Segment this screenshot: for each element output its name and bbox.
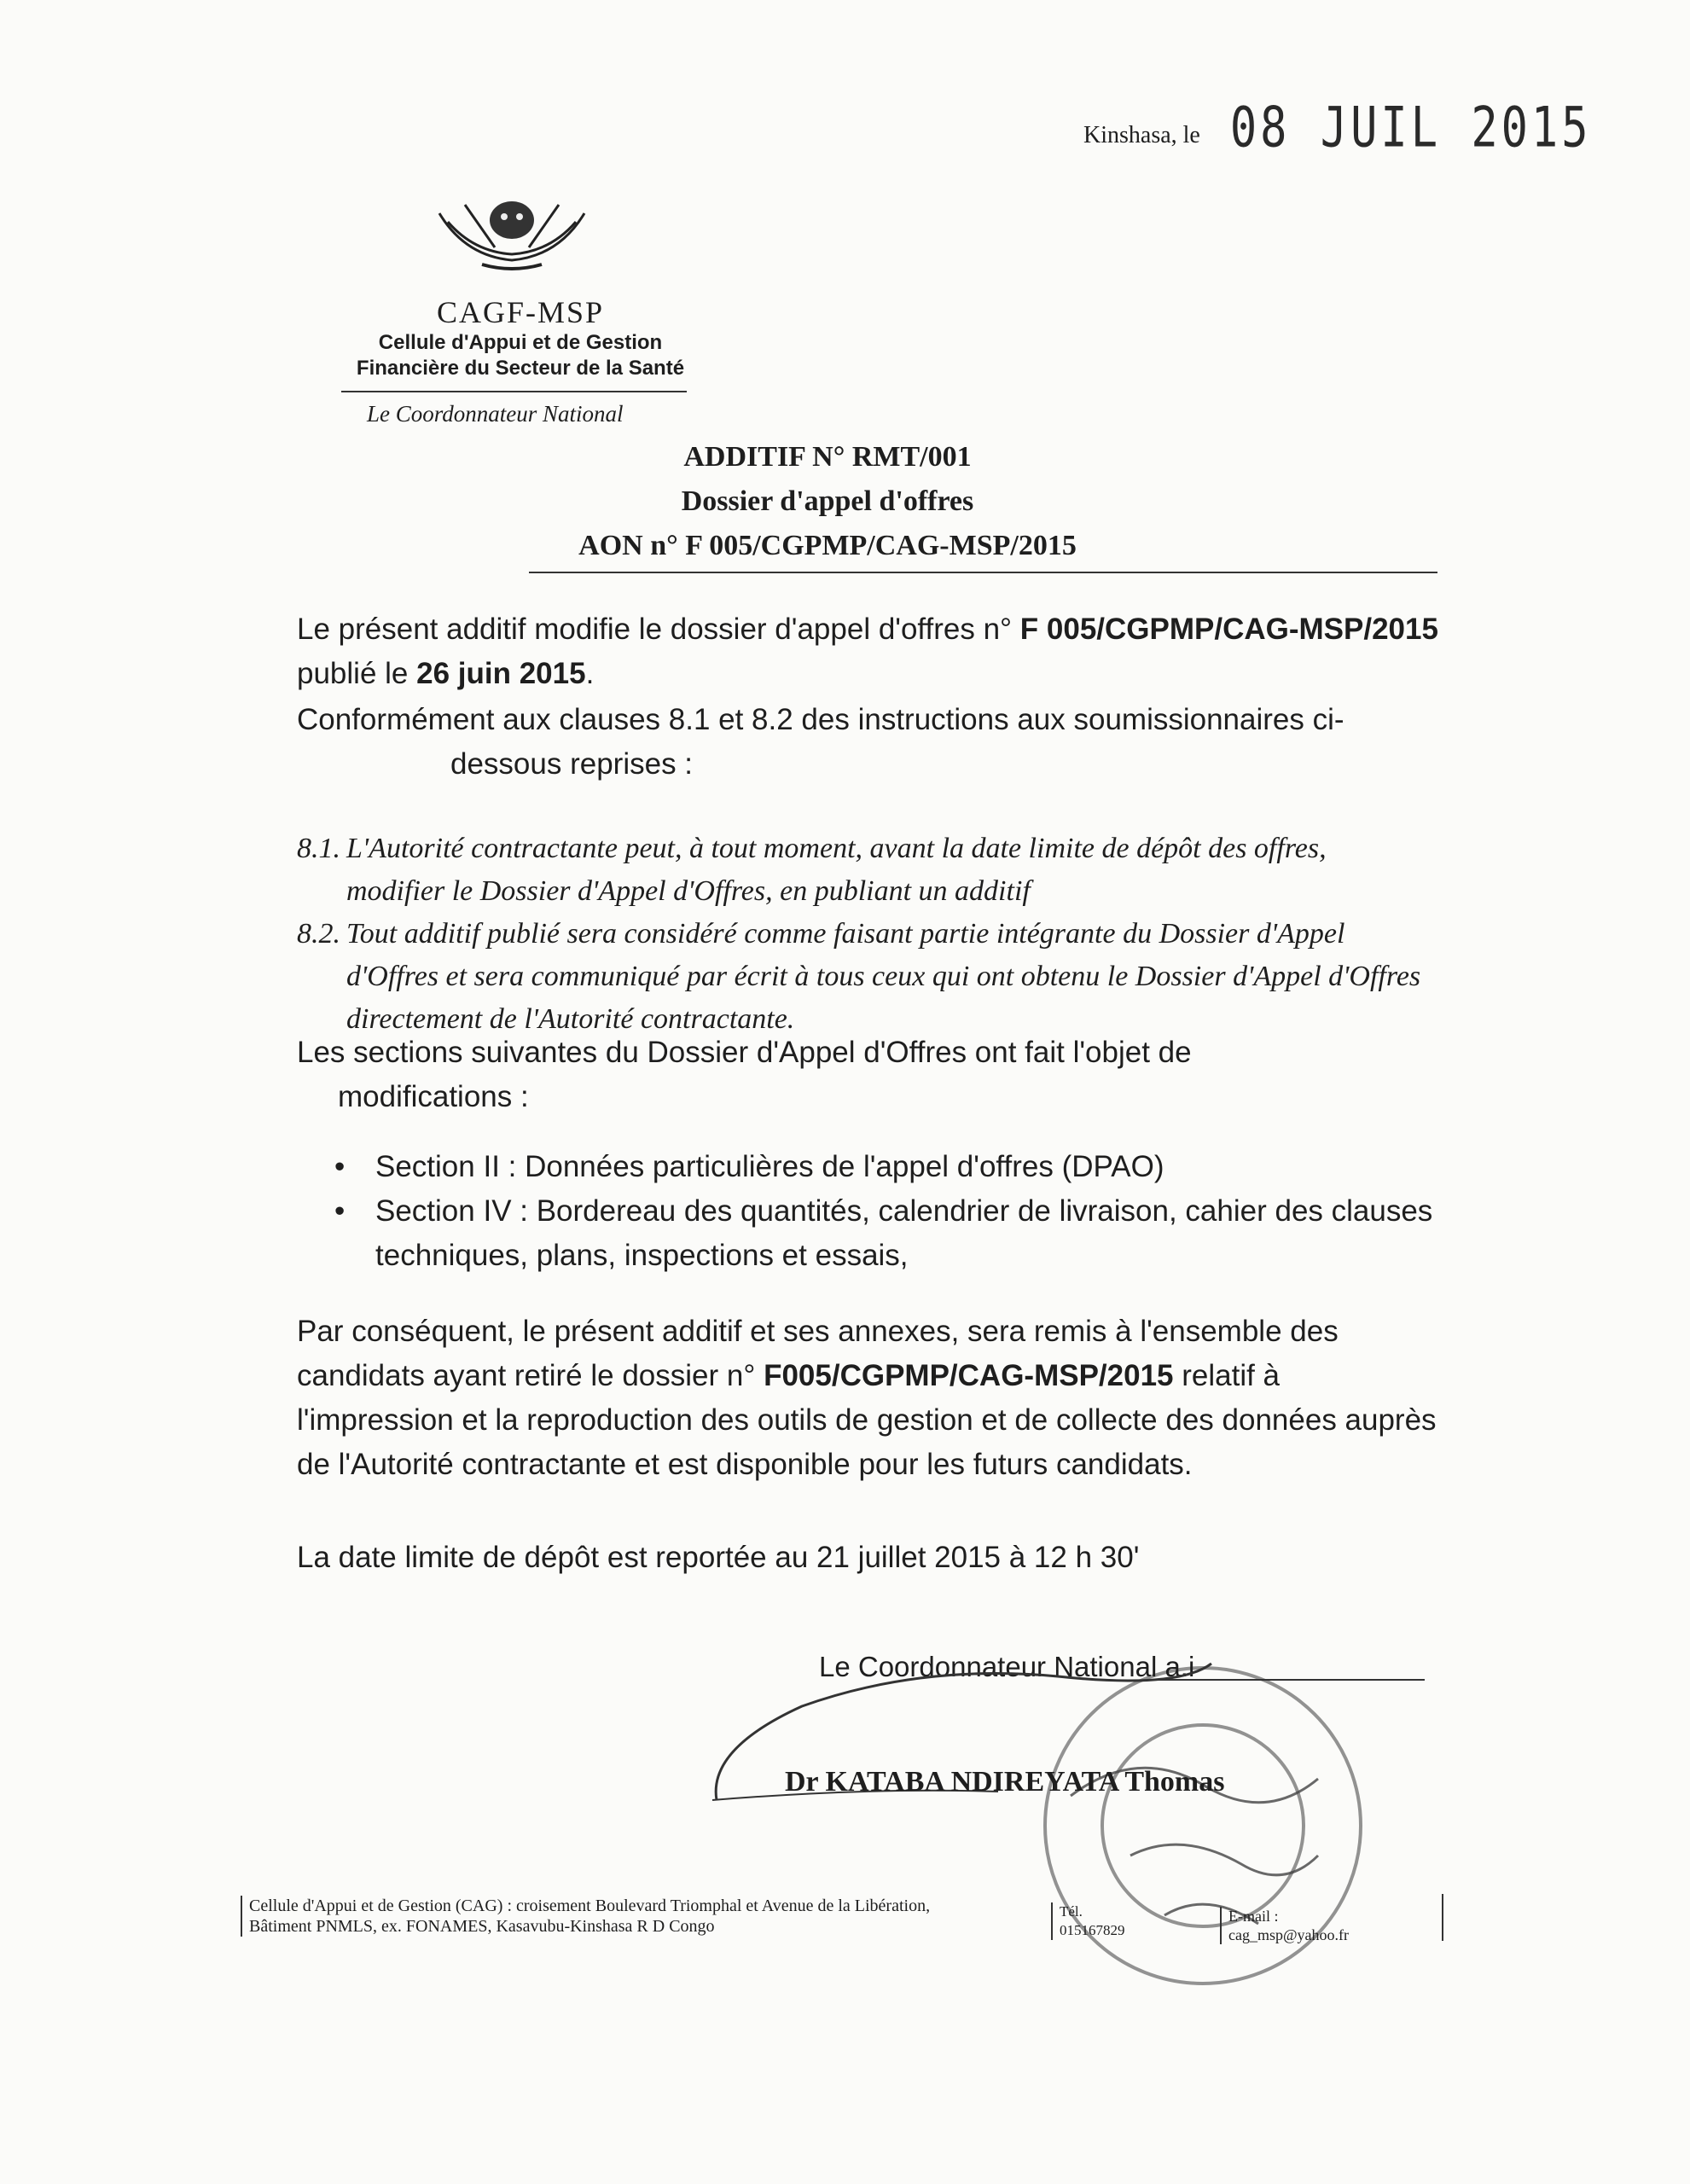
sections-intro-line2: modifications : (338, 1080, 529, 1113)
p1-end: . (585, 657, 595, 690)
tel-value: 015167829 (1060, 1922, 1125, 1938)
p1-text-a: Le présent additif modifie le dossier d'appel d'offres n° (297, 613, 1013, 646)
footer-divider (1442, 1894, 1443, 1941)
bullet-icon: • (334, 1150, 346, 1183)
p3-text-a: Par conséquent, le présent additif et ses annexes, sera remis à l'ensemble des candidats ayant retiré le dossier n° (297, 1315, 1339, 1392)
signer-title: Le Coordonnateur National a.i (819, 1651, 1195, 1682)
clause-text: L'Autorité contractante peut, à tout moment, avant la date limite de dépôt des offres, modifier le Dossier d'Appel d'Offres, en publiant un additif (346, 833, 1327, 907)
sections-list (324, 1145, 1433, 1278)
title-line1: ADDITIF N° RMT/001 (683, 441, 972, 473)
organization-block (337, 294, 704, 381)
bullet-text: Section II : Données particulières de l'appel d'offres (DPAO) (375, 1150, 1164, 1183)
paragraph-consequence (297, 1310, 1444, 1487)
p3-text-b: relatif à l'impression et la reproduction des outils de gestion et de collecte des données auprès de l'Autorité contractante et est disponible pour les futurs candidats. (297, 1359, 1437, 1481)
place-prefix: Kinshasa, le (1083, 122, 1200, 148)
paragraph-intro (297, 607, 1444, 696)
header-date (1083, 96, 1592, 160)
paragraph-deadline: La date limite de dépôt est reportée au 21 juillet 2015 à 12 h 30' (297, 1541, 1140, 1574)
footer-address-line2: Bâtiment PNMLS, ex. FONAMES, Kasavubu-Kinshasa R D Congo (249, 1917, 715, 1936)
bullet-text: Section IV : Bordereau des quantités, calendrier de livraison, cahier des clauses techniques, plans, inspections et essais, (375, 1194, 1433, 1272)
clause-text: Tout additif publié sera considéré comme faisant partie intégrante du Dossier d'Appel d'Offres et sera communiqué par écrit à tous ceux qui ont obtenu le Dossier d'Appel d'Offres directement de l'Autorité contractante. (346, 918, 1421, 1035)
email-value: cag_msp@yahoo.fr (1228, 1926, 1350, 1943)
p2-line2: dessous reprises : (450, 747, 694, 781)
clause-8-2 (297, 913, 1432, 1041)
footer-address-line1: Cellule d'Appui et de Gestion (CAG) : croisement Boulevard Triomphal et Avenue de la Libération, (249, 1896, 931, 1915)
list-item (324, 1189, 1433, 1278)
footer-email (1220, 1907, 1399, 1944)
org-full-name-line1: Cellule d'Appui et de Gestion (378, 331, 663, 354)
org-short-name: CAGF-MSP (436, 295, 605, 329)
title-divider (529, 572, 1437, 573)
sections-intro-line1: Les sections suivantes du Dossier d'Appel d'Offres ont fait l'objet de (297, 1036, 1192, 1069)
clauses-list (297, 828, 1432, 1041)
email-label: E-mail : (1228, 1908, 1279, 1925)
p1-date: 26 juin 2015 (416, 657, 586, 690)
clause-8-1 (297, 828, 1432, 913)
office-title: Le Coordonnateur National (367, 401, 624, 427)
org-full-name-line2: Financière du Secteur de la Santé (356, 357, 685, 380)
title-line3: AON n° F 005/CGPMP/CAG-MSP/2015 (578, 530, 1077, 561)
title-line2: Dossier d'appel d'offres (681, 485, 974, 517)
paragraph-clauses-intro (297, 698, 1444, 787)
signer-name: Dr KATABA NDIREYATA Thomas (785, 1766, 1225, 1798)
date-stamp: 08 JUIL 2015 (1229, 96, 1592, 160)
coat-of-arms-logo (431, 188, 593, 273)
document-title (512, 435, 1143, 568)
clause-number: 8.1. (297, 833, 340, 864)
p1-reference: F 005/CGPMP/CAG-MSP/2015 (1019, 613, 1438, 646)
footer-phone (1051, 1902, 1136, 1940)
org-divider (341, 391, 687, 392)
list-item (324, 1145, 1433, 1189)
tel-label: Tél. (1060, 1903, 1083, 1920)
bullet-icon: • (334, 1194, 346, 1228)
p3-reference: F005/CGPMP/CAG-MSP/2015 (764, 1359, 1174, 1392)
clause-number: 8.2. (297, 918, 340, 950)
p1-text-b: publié le (297, 657, 409, 690)
paragraph-sections-intro (297, 1031, 1444, 1119)
footer-address (241, 1896, 1008, 1937)
p2-line1: Conformément aux clauses 8.1 et 8.2 des instructions aux soumissionnaires ci- (297, 703, 1344, 736)
